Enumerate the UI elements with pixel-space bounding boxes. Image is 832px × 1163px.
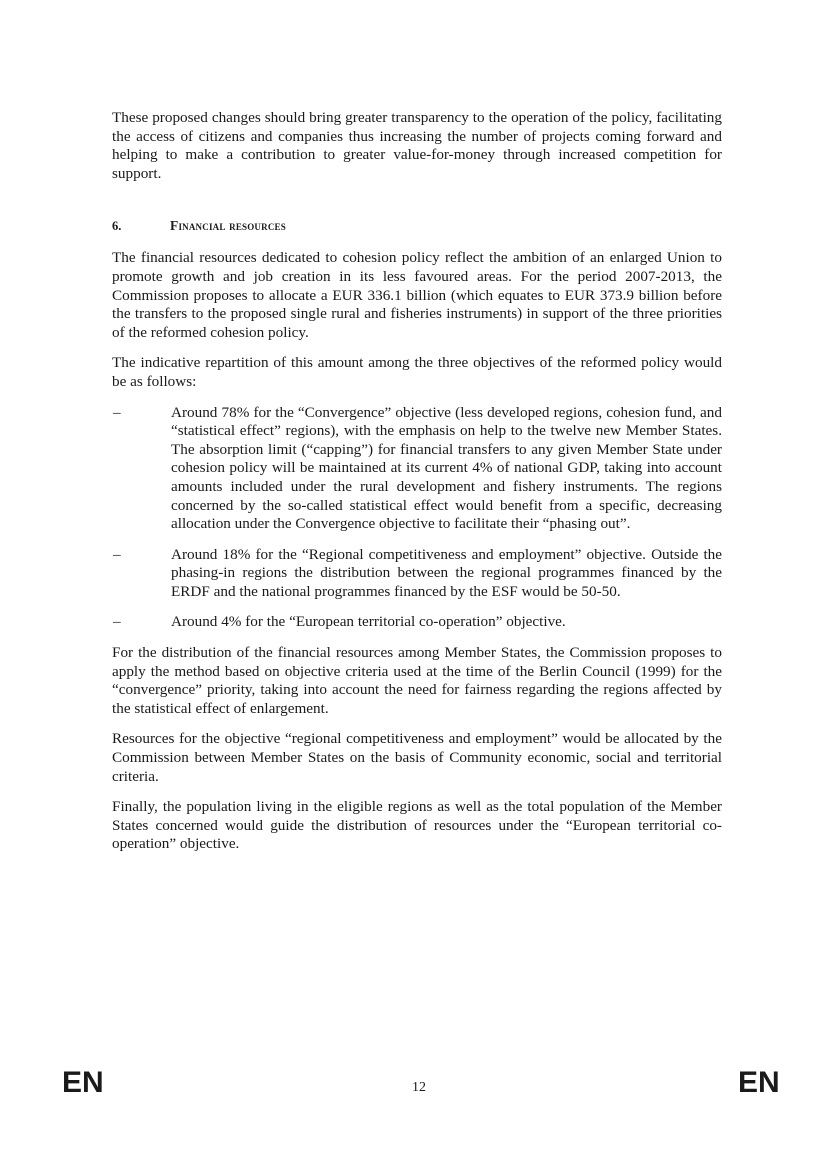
bullet-dash: – (113, 613, 121, 631)
page-footer (0, 1064, 832, 1104)
language-code-left: EN (62, 1066, 104, 1099)
section-number: 6. (112, 218, 122, 233)
paragraph-finally: Finally, the population living in the eligible regions as well as the total population of the Member States concerned would guide the distribution of resources under the “European territorial co-operation” objective. (112, 798, 722, 853)
paragraph-competitiveness: Resources for the objective “regional competitiveness and employment” would be allocated by the Commission between Member States on the basis of Community economic, social and territorial criteria. (112, 730, 722, 785)
bullet-dash: – (113, 545, 121, 563)
bullet-text: Around 78% for the “Convergence” objective (less developed regions, cohesion fund, and “statistical effect” regions), with the emphasis on help to the twelve new Member States. The absorption limit (“capping”) for financial transfers to any given Member State under cohesion policy will be maintained at its current 4% of national GDP, taking into account amounts included under the rural development and fishery instruments. The regions concerned by the so-called statistical effect would benefit from a specific, decreasing allocation under the Convergence objective to facilitate their “phasing out”. (171, 403, 722, 533)
scan-artifact-top (740, 0, 820, 4)
bullet-dash: – (113, 403, 121, 421)
paragraph-distribution: For the distribution of the financial resources among Member States, the Commission proposes to apply the method based on objective criteria used at the time of the Berlin Council (1999) for the “convergence” priority, taking into account the need for fairness regarding the regions affected by the statistical effect of enlargement. (112, 644, 722, 717)
scan-artifact-margin (18, 262, 32, 272)
list-item (112, 404, 722, 534)
bullet-text: Around 4% for the “European territorial co-operation” objective. (171, 613, 566, 631)
paragraph-intro: These proposed changes should bring greater transparency to the operation of the policy, facilitating the access of citizens and companies thus increasing the number of projects coming forward and helping to make a contribution to greater value-for-money through increased competition for support. (112, 109, 722, 182)
section-heading (112, 217, 722, 235)
section-title: Financial resources (170, 218, 286, 234)
document-body (112, 109, 722, 866)
language-code-right: EN (738, 1066, 780, 1099)
bullet-text: Around 18% for the “Regional competitiveness and employment” objective. Outside the phasing-in regions the distribution between the regional programmes financed by the ERDF and the national programmes financed by the ESF would be 50-50. (171, 545, 722, 600)
list-item (112, 546, 722, 602)
page-number: 12 (412, 1080, 426, 1095)
paragraph-repartition: The indicative repartition of this amount among the three objectives of the reformed policy would be as follows: (112, 354, 722, 390)
list-item (112, 613, 722, 632)
paragraph-resources: The financial resources dedicated to cohesion policy reflect the ambition of an enlarged Union to promote growth and job creation in its less favoured areas. For the period 2007-2013, the Commission proposes to allocate a EUR 336.1 billion (which equates to EUR 373.9 billion before the transfers to the proposed single rural and fisheries instruments) in support of the three priorities of the reformed cohesion policy. (112, 249, 722, 341)
